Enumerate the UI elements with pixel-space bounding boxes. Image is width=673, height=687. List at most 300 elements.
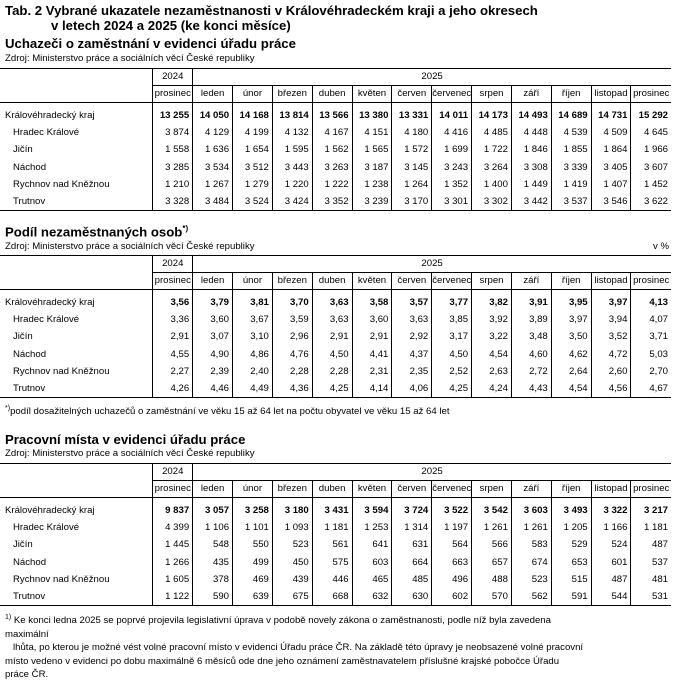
table-cell: 3 424 [272,193,312,211]
table-cell: 3,63 [312,290,352,312]
table-cell: 1 562 [312,141,352,158]
month-header: listopad [591,481,631,498]
table-cell: 3,81 [233,290,273,312]
month-header: říjen [551,481,591,498]
table-cell: 3 145 [392,159,432,176]
row-label: Královéhradecký kraj [5,110,95,121]
month-header: prosinec [631,273,671,290]
table-cell: 3,56 [153,290,193,312]
table-cell: 3 603 [511,498,551,520]
table-cell: 566 [472,536,512,553]
table-cell: 4,54 [551,380,591,398]
table-cell: 3,17 [432,328,472,345]
table-cell: 1 699 [432,141,472,158]
table-cell: 3,60 [193,311,233,328]
table-cell: 3 522 [432,498,472,520]
table-cell: 3 546 [591,193,631,211]
table-cell: 3 328 [153,193,193,211]
footnote-line: lhůta, po kterou je možné vést volné pracovní místo v evidenci Úřadu práce ČR. Na základě této úpravy je neobsazené volné pracovní [13,642,584,654]
month-header: září [511,481,551,498]
table-cell: 4 448 [511,124,551,141]
table-cell: 1 197 [432,519,472,536]
table-row [0,328,671,345]
table-cell: 601 [591,554,631,571]
row-label: Trutnov [0,588,153,606]
table-cell: 469 [233,571,273,588]
table-cell: 4 645 [631,124,671,141]
table-cell: 3,92 [472,311,512,328]
table-cell: 3 607 [631,159,671,176]
table-cell: 1 205 [551,519,591,536]
table-cell: 3 542 [472,498,512,520]
table-cell: 1 264 [392,176,432,193]
footnote-text: Ke konci ledna 2025 se poprvé projevila legislativní úprava v podobě novely zákona o zaměstnanosti, podle níž byla zavedena [13,615,551,627]
row-label: Trutnov [0,380,153,398]
month-header: duben [312,86,352,103]
table-cell: 3 264 [472,159,512,176]
table-cell: 15 292 [631,103,671,125]
month-header: květen [352,481,392,498]
row-label: Jičín [13,539,33,551]
table-cell: 1 449 [511,176,551,193]
table-cell: 531 [631,588,671,606]
table-row [0,103,671,125]
unit-label: v % [653,241,669,252]
table-cell: 3,95 [551,290,591,312]
table-cell: 465 [352,571,392,588]
table-cell: 3 524 [233,193,273,211]
table-cell: 488 [472,571,512,588]
table-cell: 4,41 [352,346,392,363]
month-header: prosinec [153,481,193,498]
table-cell: 668 [312,588,352,606]
table-cell: 14 689 [551,103,591,125]
table-cell: 1 093 [272,519,312,536]
vacancies-table [0,463,671,606]
table-cell: 13 331 [392,103,432,125]
table-cell: 4,25 [312,380,352,398]
footnote-line: práce ČR. [5,669,49,681]
table-cell: 2,91 [312,328,352,345]
table-cell: 3 874 [153,124,193,141]
table-cell: 2,39 [193,363,233,380]
table-cell: 4,25 [432,380,472,398]
month-header: prosinec [153,86,193,103]
table-cell: 4,50 [432,346,472,363]
table-cell: 485 [392,571,432,588]
table-cell: 4 167 [312,124,352,141]
footnote-mark: 1) [5,614,12,621]
table-cell: 481 [631,571,671,588]
table-cell: 3,71 [631,328,671,345]
table-cell: 3 443 [272,159,312,176]
month-header: červen [392,86,432,103]
section-heading-unemployed: Uchazeči o zaměstnání v evidenci úřadu práce [5,36,296,51]
table-cell: 4,76 [272,346,312,363]
table-cell: 2,70 [631,363,671,380]
table-cell: 3,89 [511,311,551,328]
footnote-line [5,615,551,626]
table-cell: 2,91 [352,328,392,345]
table-cell: 4,56 [591,380,631,398]
footnote-line: maximální [5,628,49,640]
table-cell: 4 509 [591,124,631,141]
table-cell: 1 220 [272,176,312,193]
table-cell: 4 485 [472,124,512,141]
table-cell: 1 166 [591,519,631,536]
table-cell: 14 731 [591,103,631,125]
table-cell: 3,63 [312,311,352,328]
table-cell: 3,48 [511,328,551,345]
table-cell: 3,52 [591,328,631,345]
row-label: Jičín [13,331,33,343]
table-cell: 1 279 [233,176,273,193]
table-row [0,571,671,588]
table-cell: 4 151 [352,124,392,141]
table-cell: 450 [272,554,312,571]
table-cell: 1 181 [631,519,671,536]
table-cell: 1 846 [511,141,551,158]
table-cell: 1 595 [272,141,312,158]
table-cell: 4,07 [631,311,671,328]
table-cell: 1 636 [193,141,233,158]
table-cell: 603 [352,554,392,571]
table-cell: 562 [511,588,551,606]
month-header: prosinec [631,86,671,103]
table-row [0,380,671,398]
month-header: březen [272,86,312,103]
year-header-2025: 2025 [193,69,671,86]
table-cell: 496 [432,571,472,588]
table-cell: 3,77 [432,290,472,312]
table-cell: 1 101 [233,519,273,536]
month-header: leden [193,86,233,103]
table-cell: 631 [392,536,432,553]
table-cell: 1 565 [352,141,392,158]
table-cell: 1 266 [153,554,193,571]
row-label: Královéhradecký kraj [5,505,95,516]
table-cell: 4,50 [312,346,352,363]
table-cell: 2,27 [153,363,193,380]
table-cell: 550 [233,536,273,553]
table-cell: 3,97 [591,290,631,312]
month-header: říjen [551,86,591,103]
header-blank [0,273,153,290]
table-cell: 3 622 [631,193,671,211]
table-cell: 3 339 [551,159,591,176]
table-cell: 4,90 [193,346,233,363]
month-header: červenec [432,86,472,103]
month-header: březen [272,481,312,498]
month-header: září [511,273,551,290]
month-header: prosinec [631,481,671,498]
table-cell: 3,70 [272,290,312,312]
table-cell: 2,92 [392,328,432,345]
table-cell: 524 [591,536,631,553]
section-source: Zdroj: Ministerstvo práce a sociálních věcí České republiky [5,448,255,459]
table-cell: 2,52 [432,363,472,380]
row-label: Rychnov nad Kněžnou [13,178,110,190]
table-row [0,311,671,328]
table-cell: 2,96 [272,328,312,345]
table-cell: 515 [551,571,591,588]
unemployed-table [0,68,671,211]
table-cell: 2,35 [392,363,432,380]
table-cell: 1 722 [472,141,512,158]
table-cell: 1 400 [472,176,512,193]
month-header: červenec [432,273,472,290]
table-cell: 664 [392,554,432,571]
table-cell: 1 572 [392,141,432,158]
table-cell: 3 493 [551,498,591,520]
table-cell: 2,72 [511,363,551,380]
table-cell: 1 558 [153,141,193,158]
table-cell: 3,97 [551,311,591,328]
table-cell: 3 594 [352,498,392,520]
table-row [0,290,671,312]
row-label: Hradec Králové [13,314,80,326]
table-cell: 439 [272,571,312,588]
table-cell: 3,79 [193,290,233,312]
table-cell: 1 267 [193,176,233,193]
table-cell: 2,91 [153,328,193,345]
month-header: únor [233,86,273,103]
header-blank [0,481,153,498]
table-row [0,159,671,176]
table-cell: 4 399 [153,519,193,536]
table-row [0,176,671,193]
table-cell: 4,43 [511,380,551,398]
table-cell: 2,28 [272,363,312,380]
table-row [0,498,671,520]
table-cell: 1 222 [312,176,352,193]
table-cell: 523 [272,536,312,553]
year-header-2024: 2024 [153,69,193,86]
month-header: červen [392,481,432,498]
table-cell: 3 405 [591,159,631,176]
table-cell: 3 243 [432,159,472,176]
row-label: Hradec Králové [13,522,80,534]
vacancies-footnote [5,611,583,682]
table-cell: 4 539 [551,124,591,141]
table-cell: 13 566 [312,103,352,125]
table-cell: 564 [432,536,472,553]
table-cell: 3 302 [472,193,512,211]
row-label: Rychnov nad Kněžnou [13,365,110,377]
month-header: duben [312,273,352,290]
table-cell: 14 168 [233,103,273,125]
table-row [0,193,671,211]
table-title [5,3,538,33]
table-row [0,554,671,571]
month-header: květen [352,86,392,103]
table-cell: 14 011 [432,103,472,125]
table-cell: 2,60 [591,363,631,380]
table-cell: 583 [511,536,551,553]
month-header: únor [233,273,273,290]
table-cell: 4 416 [432,124,472,141]
table-cell: 446 [312,571,352,588]
table-cell: 3,58 [352,290,392,312]
month-header: červenec [432,481,472,498]
table-cell: 548 [193,536,233,553]
table-cell: 1 122 [153,588,193,606]
table-cell: 3 534 [193,159,233,176]
title-line-2: v letech 2024 a 2025 (ke konci měsíce) [51,18,291,33]
month-header: leden [193,481,233,498]
header-blank [0,256,153,273]
table-cell: 1 210 [153,176,193,193]
table-cell: 2,31 [352,363,392,380]
table-cell: 3 431 [312,498,352,520]
table-cell: 3,59 [272,311,312,328]
table-cell: 3 057 [193,498,233,520]
row-label: Náchod [13,348,47,360]
table-cell: 4,14 [352,380,392,398]
table-cell: 4,55 [153,346,193,363]
table-cell: 1 855 [551,141,591,158]
table-cell: 3 442 [511,193,551,211]
table-cell: 9 837 [153,498,193,520]
table-cell: 3 180 [272,498,312,520]
share-table [0,255,671,398]
table-cell: 1 314 [392,519,432,536]
table-cell: 575 [312,554,352,571]
table-cell: 4,06 [392,380,432,398]
table-cell: 630 [392,588,432,606]
footnote-text: podíl dosažitelných uchazečů o zaměstnání ve věku 15 až 64 let na počtu obyvatel ve věku 15 až 64 let [10,406,450,418]
table-cell: 1 253 [352,519,392,536]
table-cell: 1 864 [591,141,631,158]
table-row [0,141,671,158]
footnote-mark: *) [5,405,11,412]
table-cell: 4 199 [233,124,273,141]
table-cell: 14 050 [193,103,233,125]
table-cell: 3,94 [591,311,631,328]
month-header: červen [392,273,432,290]
table-cell: 4,24 [472,380,512,398]
month-header: srpen [472,273,512,290]
year-header-2025: 2025 [193,256,671,273]
table-cell: 4,46 [193,380,233,398]
table-cell: 3,22 [472,328,512,345]
table-row [0,124,671,141]
month-header: listopad [591,273,631,290]
row-label: Rychnov nad Kněžnou [13,573,110,585]
table-cell: 3 308 [511,159,551,176]
month-header: prosinec [153,273,193,290]
section-heading-share [5,224,188,239]
month-header: duben [312,481,352,498]
table-cell: 1 966 [631,141,671,158]
table-cell: 3 258 [233,498,273,520]
row-label: Náchod [13,161,47,173]
table-cell: 2,64 [551,363,591,380]
table-cell: 378 [193,571,233,588]
table-cell: 3 484 [193,193,233,211]
table-cell: 675 [272,588,312,606]
table-cell: 3 170 [392,193,432,211]
footnote-line: místo vedeno v evidenci po dobu maximálně 6 měsíců ode dne jeho oznámení zaměstnavatelem příslušné krajské pobočce Úřadu [5,655,560,667]
year-header-2024: 2024 [153,256,193,273]
table-cell: 4,67 [631,380,671,398]
row-label: Náchod [13,556,47,568]
title-line-1: Tab. 2 Vybrané ukazatele nezaměstnanosti v Královéhradeckém kraji a jeho okresech [5,3,538,18]
section-heading-vacancies: Pracovní místa v evidenci úřadu práce [5,432,246,447]
table-cell: 1 238 [352,176,392,193]
table-cell: 1 106 [193,519,233,536]
table-cell: 3,50 [551,328,591,345]
section-source: Zdroj: Ministerstvo práce a sociálních věcí České republiky [5,53,255,64]
table-cell: 13 255 [153,103,193,125]
table-cell: 3,60 [352,311,392,328]
month-header: květen [352,273,392,290]
table-cell: 3 512 [233,159,273,176]
table-cell: 3 187 [352,159,392,176]
share-footnote [5,402,450,419]
table-cell: 653 [551,554,591,571]
table-cell: 602 [432,588,472,606]
year-header-2025: 2025 [193,464,671,481]
table-cell: 4 129 [193,124,233,141]
table-cell: 3,57 [392,290,432,312]
table-cell: 4,13 [631,290,671,312]
table-cell: 570 [472,588,512,606]
table-cell: 3 263 [312,159,352,176]
table-cell: 3,07 [193,328,233,345]
table-cell: 1 181 [312,519,352,536]
table-row [0,519,671,536]
table-cell: 632 [352,588,392,606]
table-cell: 2,28 [312,363,352,380]
table-cell: 3 537 [551,193,591,211]
table-cell: 13 814 [272,103,312,125]
table-cell: 4,72 [591,346,631,363]
table-cell: 561 [312,536,352,553]
row-label: Královéhradecký kraj [5,297,95,308]
table-cell: 4 132 [272,124,312,141]
row-label: Jičín [13,144,33,156]
row-label: Hradec Králové [13,127,80,139]
table-cell: 3,63 [392,311,432,328]
table-cell: 590 [193,588,233,606]
table-cell: 1 654 [233,141,273,158]
table-row [0,346,671,363]
table-cell: 2,40 [233,363,273,380]
table-cell: 1 605 [153,571,193,588]
table-cell: 4,60 [511,346,551,363]
header-blank [0,86,153,103]
table-cell: 3,10 [233,328,273,345]
table-cell: 3,91 [511,290,551,312]
table-cell: 4,37 [392,346,432,363]
table-cell: 1 452 [631,176,671,193]
table-cell: 3 322 [591,498,631,520]
header-blank [0,69,153,86]
table-cell: 1 419 [551,176,591,193]
table-cell: 4,49 [233,380,273,398]
table-cell: 4,86 [233,346,273,363]
row-label: Trutnov [0,193,153,211]
table-cell: 487 [631,536,671,553]
year-header-2024: 2024 [153,464,193,481]
table-cell: 487 [591,571,631,588]
table-cell: 3 301 [432,193,472,211]
table-cell: 3,67 [233,311,273,328]
table-cell: 544 [591,588,631,606]
table-cell: 4 180 [392,124,432,141]
table-cell: 523 [511,571,551,588]
